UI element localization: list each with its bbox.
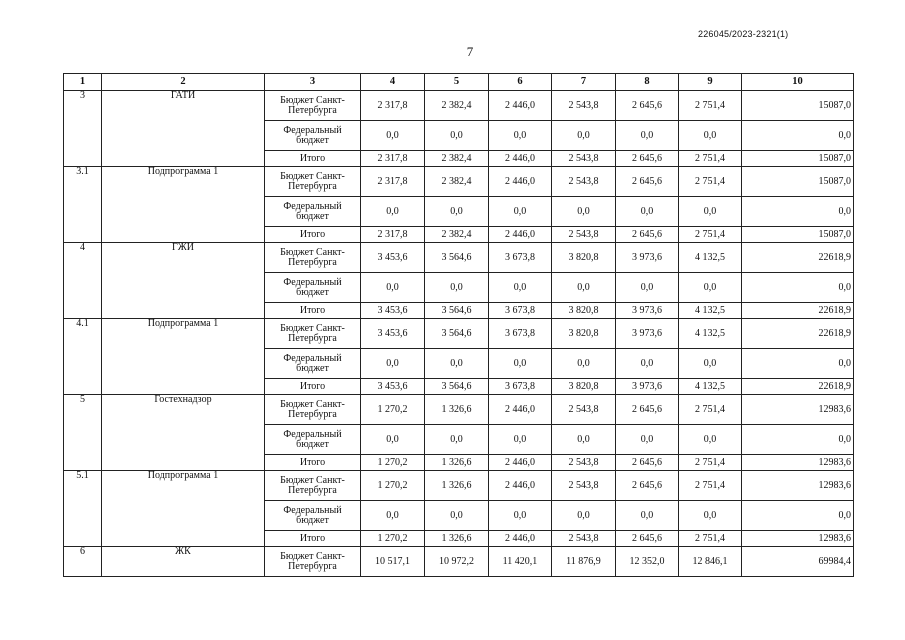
year-value: 3 973,6 bbox=[616, 243, 679, 273]
year-value: 2 446,0 bbox=[489, 455, 552, 471]
year-value: 2 645,6 bbox=[616, 531, 679, 547]
year-value: 0,0 bbox=[679, 349, 742, 379]
year-value: 3 564,6 bbox=[425, 243, 489, 273]
year-value: 2 543,8 bbox=[552, 227, 616, 243]
year-value: 10 972,2 bbox=[425, 547, 489, 577]
year-value: 2 317,8 bbox=[361, 167, 425, 197]
table-row bbox=[64, 167, 854, 197]
column-header: 5 bbox=[425, 74, 489, 91]
year-value: 0,0 bbox=[361, 273, 425, 303]
year-value: 0,0 bbox=[489, 501, 552, 531]
year-value: 0,0 bbox=[489, 121, 552, 151]
year-value: 2 382,4 bbox=[425, 167, 489, 197]
year-value: 0,0 bbox=[361, 197, 425, 227]
year-value: 0,0 bbox=[552, 273, 616, 303]
year-value: 4 132,5 bbox=[679, 319, 742, 349]
total-value: 0,0 bbox=[742, 121, 854, 151]
total-value: 0,0 bbox=[742, 349, 854, 379]
year-value: 2 382,4 bbox=[425, 151, 489, 167]
year-value: 2 317,8 bbox=[361, 227, 425, 243]
total-value: 0,0 bbox=[742, 197, 854, 227]
column-header: 4 bbox=[361, 74, 425, 91]
funding-source: Федеральный бюджет bbox=[265, 273, 361, 303]
row-name: ГЖИ bbox=[102, 243, 265, 319]
year-value: 3 673,8 bbox=[489, 379, 552, 395]
year-value: 3 453,6 bbox=[361, 319, 425, 349]
year-value: 3 820,8 bbox=[552, 319, 616, 349]
total-value: 12983,6 bbox=[742, 531, 854, 547]
year-value: 0,0 bbox=[679, 273, 742, 303]
year-value: 0,0 bbox=[679, 121, 742, 151]
total-value: 0,0 bbox=[742, 273, 854, 303]
funding-source: Федеральный бюджет bbox=[265, 121, 361, 151]
row-name: Подпрограмма 1 bbox=[102, 471, 265, 547]
funding-source: Итого bbox=[265, 303, 361, 319]
funding-source: Итого bbox=[265, 227, 361, 243]
year-value: 2 751,4 bbox=[679, 455, 742, 471]
funding-source: Бюджет Санкт-Петербурга bbox=[265, 395, 361, 425]
year-value: 1 326,6 bbox=[425, 471, 489, 501]
year-value: 2 645,6 bbox=[616, 151, 679, 167]
year-value: 0,0 bbox=[425, 425, 489, 455]
year-value: 0,0 bbox=[552, 501, 616, 531]
year-value: 2 751,4 bbox=[679, 167, 742, 197]
year-value: 0,0 bbox=[616, 273, 679, 303]
year-value: 2 645,6 bbox=[616, 395, 679, 425]
row-name: ЖК bbox=[102, 547, 265, 577]
year-value: 0,0 bbox=[616, 349, 679, 379]
year-value: 0,0 bbox=[679, 197, 742, 227]
year-value: 0,0 bbox=[489, 425, 552, 455]
year-value: 3 564,6 bbox=[425, 303, 489, 319]
year-value: 0,0 bbox=[552, 425, 616, 455]
year-value: 0,0 bbox=[679, 425, 742, 455]
year-value: 2 751,4 bbox=[679, 471, 742, 501]
year-value: 2 751,4 bbox=[679, 395, 742, 425]
column-header: 3 bbox=[265, 74, 361, 91]
year-value: 3 973,6 bbox=[616, 379, 679, 395]
year-value: 0,0 bbox=[361, 425, 425, 455]
year-value: 3 673,8 bbox=[489, 243, 552, 273]
year-value: 2 645,6 bbox=[616, 91, 679, 121]
year-value: 3 564,6 bbox=[425, 379, 489, 395]
year-value: 3 820,8 bbox=[552, 303, 616, 319]
funding-source: Федеральный бюджет bbox=[265, 349, 361, 379]
year-value: 2 645,6 bbox=[616, 455, 679, 471]
total-value: 15087,0 bbox=[742, 167, 854, 197]
column-header: 6 bbox=[489, 74, 552, 91]
funding-source: Итого bbox=[265, 379, 361, 395]
year-value: 2 751,4 bbox=[679, 227, 742, 243]
header-row bbox=[64, 74, 854, 91]
year-value: 2 645,6 bbox=[616, 471, 679, 501]
year-value: 2 446,0 bbox=[489, 531, 552, 547]
table-row bbox=[64, 471, 854, 501]
year-value: 2 543,8 bbox=[552, 531, 616, 547]
funding-source: Федеральный бюджет bbox=[265, 425, 361, 455]
year-value: 1 270,2 bbox=[361, 395, 425, 425]
year-value: 0,0 bbox=[616, 121, 679, 151]
year-value: 4 132,5 bbox=[679, 303, 742, 319]
year-value: 0,0 bbox=[489, 349, 552, 379]
year-value: 2 543,8 bbox=[552, 167, 616, 197]
total-value: 15087,0 bbox=[742, 227, 854, 243]
row-code: 5.1 bbox=[64, 471, 102, 547]
column-header: 8 bbox=[616, 74, 679, 91]
year-value: 3 973,6 bbox=[616, 319, 679, 349]
year-value: 1 326,6 bbox=[425, 455, 489, 471]
year-value: 2 446,0 bbox=[489, 91, 552, 121]
total-value: 69984,4 bbox=[742, 547, 854, 577]
table-body bbox=[64, 91, 854, 577]
year-value: 0,0 bbox=[425, 273, 489, 303]
year-value: 3 673,8 bbox=[489, 303, 552, 319]
year-value: 0,0 bbox=[425, 501, 489, 531]
year-value: 0,0 bbox=[552, 121, 616, 151]
year-value: 10 517,1 bbox=[361, 547, 425, 577]
year-value: 2 382,4 bbox=[425, 227, 489, 243]
year-value: 11 876,9 bbox=[552, 547, 616, 577]
year-value: 2 317,8 bbox=[361, 151, 425, 167]
year-value: 12 846,1 bbox=[679, 547, 742, 577]
year-value: 2 446,0 bbox=[489, 395, 552, 425]
year-value: 3 973,6 bbox=[616, 303, 679, 319]
row-name: Гостехнадзор bbox=[102, 395, 265, 471]
year-value: 0,0 bbox=[361, 501, 425, 531]
funding-source: Федеральный бюджет bbox=[265, 501, 361, 531]
year-value: 2 317,8 bbox=[361, 91, 425, 121]
column-header: 10 bbox=[742, 74, 854, 91]
table-row bbox=[64, 547, 854, 577]
page-number: 7 bbox=[466, 44, 474, 59]
funding-source: Бюджет Санкт-Петербурга bbox=[265, 167, 361, 197]
year-value: 3 453,6 bbox=[361, 379, 425, 395]
row-name: Подпрограмма 1 bbox=[102, 319, 265, 395]
table-row bbox=[64, 319, 854, 349]
year-value: 2 751,4 bbox=[679, 151, 742, 167]
year-value: 0,0 bbox=[616, 425, 679, 455]
year-value: 3 820,8 bbox=[552, 243, 616, 273]
year-value: 2 543,8 bbox=[552, 471, 616, 501]
year-value: 0,0 bbox=[425, 121, 489, 151]
row-name: Подпрограмма 1 bbox=[102, 167, 265, 243]
year-value: 0,0 bbox=[616, 197, 679, 227]
year-value: 2 543,8 bbox=[552, 151, 616, 167]
row-code: 4.1 bbox=[64, 319, 102, 395]
funding-source: Федеральный бюджет bbox=[265, 197, 361, 227]
year-value: 0,0 bbox=[489, 197, 552, 227]
total-value: 12983,6 bbox=[742, 455, 854, 471]
year-value: 0,0 bbox=[425, 349, 489, 379]
year-value: 1 326,6 bbox=[425, 395, 489, 425]
total-value: 0,0 bbox=[742, 425, 854, 455]
row-name: ГАТИ bbox=[102, 91, 265, 167]
year-value: 4 132,5 bbox=[679, 379, 742, 395]
row-code: 3 bbox=[64, 91, 102, 167]
year-value: 3 820,8 bbox=[552, 379, 616, 395]
total-value: 22618,9 bbox=[742, 303, 854, 319]
year-value: 2 446,0 bbox=[489, 227, 552, 243]
budget-table bbox=[63, 73, 854, 577]
year-value: 2 382,4 bbox=[425, 91, 489, 121]
year-value: 0,0 bbox=[552, 197, 616, 227]
document-id: 226045/2023-2321(1) bbox=[698, 29, 789, 39]
row-code: 4 bbox=[64, 243, 102, 319]
funding-source: Бюджет Санкт-Петербурга bbox=[265, 547, 361, 577]
year-value: 0,0 bbox=[489, 273, 552, 303]
year-value: 12 352,0 bbox=[616, 547, 679, 577]
year-value: 0,0 bbox=[679, 501, 742, 531]
year-value: 3 453,6 bbox=[361, 303, 425, 319]
total-value: 0,0 bbox=[742, 501, 854, 531]
year-value: 0,0 bbox=[361, 349, 425, 379]
year-value: 3 453,6 bbox=[361, 243, 425, 273]
funding-source: Бюджет Санкт-Петербурга bbox=[265, 91, 361, 121]
year-value: 2 645,6 bbox=[616, 227, 679, 243]
year-value: 2 543,8 bbox=[552, 395, 616, 425]
funding-source: Итого bbox=[265, 455, 361, 471]
year-value: 3 564,6 bbox=[425, 319, 489, 349]
column-header: 1 bbox=[64, 74, 102, 91]
year-value: 4 132,5 bbox=[679, 243, 742, 273]
year-value: 0,0 bbox=[361, 121, 425, 151]
funding-source: Бюджет Санкт-Петербурга bbox=[265, 243, 361, 273]
funding-source: Итого bbox=[265, 151, 361, 167]
table-row bbox=[64, 91, 854, 121]
total-value: 15087,0 bbox=[742, 151, 854, 167]
year-value: 0,0 bbox=[552, 349, 616, 379]
year-value: 1 270,2 bbox=[361, 531, 425, 547]
year-value: 2 446,0 bbox=[489, 471, 552, 501]
funding-source: Итого bbox=[265, 531, 361, 547]
year-value: 3 673,8 bbox=[489, 319, 552, 349]
year-value: 2 751,4 bbox=[679, 91, 742, 121]
total-value: 12983,6 bbox=[742, 471, 854, 501]
year-value: 1 270,2 bbox=[361, 455, 425, 471]
year-value: 2 446,0 bbox=[489, 167, 552, 197]
year-value: 1 326,6 bbox=[425, 531, 489, 547]
year-value: 11 420,1 bbox=[489, 547, 552, 577]
table-row bbox=[64, 395, 854, 425]
row-code: 6 bbox=[64, 547, 102, 577]
year-value: 2 645,6 bbox=[616, 167, 679, 197]
row-code: 5 bbox=[64, 395, 102, 471]
column-header: 7 bbox=[552, 74, 616, 91]
total-value: 12983,6 bbox=[742, 395, 854, 425]
year-value: 1 270,2 bbox=[361, 471, 425, 501]
funding-source: Бюджет Санкт-Петербурга bbox=[265, 319, 361, 349]
total-value: 15087,0 bbox=[742, 91, 854, 121]
year-value: 2 751,4 bbox=[679, 531, 742, 547]
table-row bbox=[64, 243, 854, 273]
funding-source: Бюджет Санкт-Петербурга bbox=[265, 471, 361, 501]
row-code: 3.1 bbox=[64, 167, 102, 243]
year-value: 2 446,0 bbox=[489, 151, 552, 167]
total-value: 22618,9 bbox=[742, 319, 854, 349]
total-value: 22618,9 bbox=[742, 379, 854, 395]
column-header: 9 bbox=[679, 74, 742, 91]
year-value: 2 543,8 bbox=[552, 455, 616, 471]
year-value: 0,0 bbox=[616, 501, 679, 531]
year-value: 0,0 bbox=[425, 197, 489, 227]
column-header: 2 bbox=[102, 74, 265, 91]
year-value: 2 543,8 bbox=[552, 91, 616, 121]
total-value: 22618,9 bbox=[742, 243, 854, 273]
